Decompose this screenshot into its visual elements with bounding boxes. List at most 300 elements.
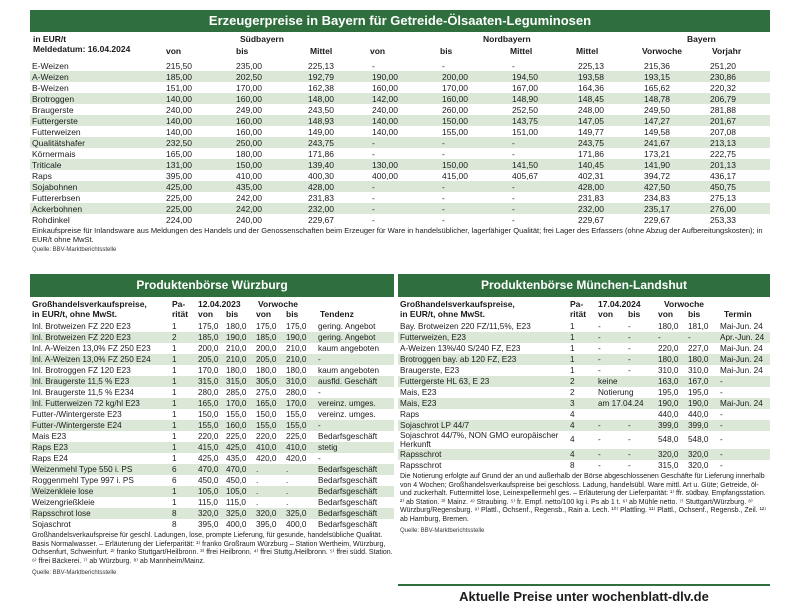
table-row bbox=[30, 398, 394, 409]
row-label: Mais E23 bbox=[32, 431, 67, 441]
table-cell: - bbox=[372, 148, 375, 159]
table-cell: - bbox=[512, 137, 515, 148]
table-cell: 230,86 bbox=[710, 71, 736, 82]
table-cell: 3 bbox=[570, 398, 575, 408]
table-cell: 160,00 bbox=[236, 126, 262, 137]
table-cell: 280,0 bbox=[198, 387, 219, 397]
bis-header: bis bbox=[628, 309, 641, 319]
table-cell: 227,0 bbox=[688, 343, 709, 353]
table-cell: . bbox=[256, 486, 259, 496]
table-row bbox=[30, 354, 394, 365]
table-cell: 185,00 bbox=[166, 71, 192, 82]
table-cell: kaum angeboten bbox=[318, 343, 379, 353]
row-label: Sojaschrot 44/7%, NON GMO europäischer Herkunft bbox=[400, 431, 559, 449]
table-cell: 160,0 bbox=[226, 420, 247, 430]
table-row bbox=[30, 409, 394, 420]
table-cell: 229,67 bbox=[578, 214, 604, 225]
table-cell: - bbox=[720, 435, 723, 444]
termin-header: Termin bbox=[724, 309, 752, 319]
table-cell: 141,50 bbox=[512, 159, 538, 170]
table-row bbox=[398, 354, 770, 365]
table-cell: - bbox=[512, 60, 515, 71]
table-cell: - bbox=[720, 387, 723, 397]
table-cell: 143,75 bbox=[512, 115, 538, 126]
table-cell: 190,0 bbox=[226, 332, 247, 342]
row-label: Inl. Braugerste 11,5 % E23 bbox=[32, 376, 130, 386]
von-header: von bbox=[198, 309, 214, 319]
table-row bbox=[30, 486, 394, 497]
table-row bbox=[398, 420, 770, 431]
table-cell: 315,0 bbox=[198, 376, 219, 386]
table-cell: 232,50 bbox=[166, 137, 192, 148]
table-row bbox=[30, 431, 394, 442]
row-label: Inl. Brotroggen FZ 120 E23 bbox=[32, 365, 131, 375]
row-label: Bay. Brotweizen 220 FZ/11,5%, E23 bbox=[400, 321, 531, 331]
row-label: Braugerste, E23 bbox=[400, 365, 460, 375]
table-cell: - bbox=[372, 214, 375, 225]
table-cell: 470,0 bbox=[198, 464, 219, 474]
row-label: Futterweizen bbox=[32, 126, 81, 137]
table-row bbox=[398, 387, 770, 398]
table-cell: 1 bbox=[172, 321, 177, 331]
table-cell: 310,0 bbox=[658, 365, 679, 375]
top-section bbox=[30, 10, 770, 255]
table-cell: 240,00 bbox=[236, 214, 262, 225]
table-cell: - bbox=[598, 321, 601, 331]
table-cell: 1 bbox=[570, 343, 575, 353]
table-cell: 220,32 bbox=[710, 82, 736, 93]
table-cell: 435,00 bbox=[236, 181, 262, 192]
table-cell: Apr.-Jun. 24 bbox=[720, 332, 765, 342]
table-cell: 160,00 bbox=[236, 115, 262, 126]
table-cell: 276,00 bbox=[710, 203, 736, 214]
top-table bbox=[30, 60, 770, 225]
wuerzburg-source: Quelle: BBV-Marktberichtsstelle bbox=[32, 570, 117, 576]
table-cell: 4 bbox=[570, 420, 575, 430]
row-label: Qualitätshafer bbox=[32, 137, 85, 148]
bis-header: bis bbox=[286, 309, 299, 319]
table-cell: 440,0 bbox=[688, 409, 709, 419]
table-cell: 139,40 bbox=[308, 159, 334, 170]
row-label: Inl. Brotweizen FZ 220 E23 bbox=[32, 321, 131, 331]
table-cell: 155,0 bbox=[198, 420, 219, 430]
table-cell: 420,0 bbox=[286, 453, 307, 463]
table-cell: - bbox=[688, 332, 691, 342]
table-cell: - bbox=[628, 321, 631, 331]
table-cell: . bbox=[256, 497, 259, 507]
table-cell: 185,0 bbox=[256, 332, 277, 342]
table-cell: 147,27 bbox=[644, 115, 670, 126]
table-cell: 251,20 bbox=[710, 60, 736, 71]
table-cell: 181,0 bbox=[688, 321, 709, 331]
paritaet-header: rität bbox=[570, 309, 587, 319]
von-header: von bbox=[658, 309, 674, 319]
table-cell: 400,0 bbox=[286, 519, 307, 529]
table-cell: 231,83 bbox=[308, 192, 334, 203]
table-cell: 195,0 bbox=[688, 387, 709, 397]
table-cell: 225,0 bbox=[226, 431, 247, 441]
table-cell: 167,00 bbox=[512, 82, 538, 93]
table-cell: 232,00 bbox=[308, 203, 334, 214]
table-cell: 140,45 bbox=[578, 159, 604, 170]
table-cell: 151,00 bbox=[512, 126, 538, 137]
table-cell: 215,36 bbox=[644, 60, 670, 71]
bis-header: bis bbox=[688, 309, 701, 319]
table-cell: 232,00 bbox=[578, 203, 604, 214]
table-row bbox=[30, 464, 394, 475]
row-label: Futtergerste bbox=[32, 115, 78, 126]
table-cell: 190,0 bbox=[658, 398, 679, 408]
row-label: Weizenkleie lose bbox=[32, 486, 94, 496]
footer-banner bbox=[398, 584, 770, 608]
table-cell: 405,67 bbox=[512, 170, 538, 181]
table-cell: 310,0 bbox=[286, 376, 307, 386]
row-label: Roggenmehl Type 997 i. PS bbox=[32, 475, 134, 485]
table-cell: 285,0 bbox=[226, 387, 247, 397]
table-cell: 210,0 bbox=[286, 343, 307, 353]
table-cell: 548,0 bbox=[658, 435, 679, 444]
top-note: Einkaufspreise für Inlandsware aus Meldungen des Handels und der Genossenschaften beim Erzeuger für Ware in handelsüblicher, lagerfähiger Qualität; frei Lager des Erfassers (ohne Abzug der Aufbereitungskosten); in EUR/t ohne MwSt. bbox=[32, 226, 763, 244]
muenchen-table bbox=[398, 321, 770, 471]
table-cell: - bbox=[318, 354, 321, 364]
table-cell: stetig bbox=[318, 442, 338, 452]
table-cell: 210,0 bbox=[226, 343, 247, 353]
table-cell: Bedarfsgeschäft bbox=[318, 475, 378, 485]
row-label: Sojabohnen bbox=[32, 181, 78, 192]
table-cell: - bbox=[598, 449, 601, 459]
table-cell: 167,0 bbox=[688, 376, 709, 386]
table-cell: 1 bbox=[172, 387, 177, 397]
table-cell: 229,67 bbox=[644, 214, 670, 225]
table-cell: 1 bbox=[172, 497, 177, 507]
table-cell: 148,78 bbox=[644, 93, 670, 104]
table-cell: - bbox=[372, 181, 375, 192]
row-label: Rapsschrot bbox=[400, 460, 442, 470]
table-cell: - bbox=[598, 365, 601, 375]
table-cell: 243,75 bbox=[308, 137, 334, 148]
table-cell: Mai-Jun. 24 bbox=[720, 354, 763, 364]
row-label: Inl. A-Weizen 13,0% FZ 250 E24 bbox=[32, 354, 151, 364]
row-label: Futtererbsen bbox=[32, 192, 81, 203]
table-row bbox=[398, 376, 770, 387]
table-cell: 249,00 bbox=[236, 104, 262, 115]
table-cell: 428,00 bbox=[578, 181, 604, 192]
table-cell: - bbox=[512, 203, 515, 214]
table-cell: 190,00 bbox=[372, 71, 398, 82]
row-label: Inl. Futterweizen 72 kg/hl E23 bbox=[32, 398, 140, 408]
table-cell: 243,50 bbox=[308, 104, 334, 115]
table-cell: 165,0 bbox=[256, 398, 277, 408]
row-label: A-Weizen 13%/40 S/240 FZ, E23 bbox=[400, 343, 521, 353]
table-cell: 1 bbox=[172, 354, 177, 364]
table-cell: 140,00 bbox=[166, 115, 192, 126]
table-cell: 470,0 bbox=[226, 464, 247, 474]
table-cell: Notierung bbox=[598, 387, 634, 397]
region-nord: Nordbayern bbox=[483, 34, 531, 44]
table-row bbox=[30, 203, 770, 214]
table-cell: - bbox=[720, 449, 723, 459]
table-cell: 165,0 bbox=[198, 398, 219, 408]
table-cell: 170,00 bbox=[236, 82, 262, 93]
table-cell: 150,00 bbox=[442, 115, 468, 126]
table-cell: 210,0 bbox=[226, 354, 247, 364]
table-cell: vereinz. umges. bbox=[318, 409, 376, 419]
table-row bbox=[30, 321, 394, 332]
col-header: Vorjahr bbox=[712, 46, 742, 56]
table-cell: 410,00 bbox=[236, 170, 262, 181]
table-cell: 194,50 bbox=[512, 71, 538, 82]
row-label: Raps E24 bbox=[32, 453, 68, 463]
row-label: Rohdinkel bbox=[32, 214, 70, 225]
table-cell: 305,0 bbox=[256, 376, 277, 386]
table-cell: . bbox=[286, 486, 289, 496]
table-cell: - bbox=[598, 354, 601, 364]
table-cell: 200,0 bbox=[256, 343, 277, 353]
table-cell: 435,0 bbox=[226, 453, 247, 463]
table-cell: 250,00 bbox=[236, 137, 262, 148]
table-cell: - bbox=[628, 365, 631, 375]
table-cell: 115,0 bbox=[198, 497, 218, 507]
table-cell: 160,00 bbox=[442, 93, 468, 104]
table-cell: 320,0 bbox=[658, 449, 679, 459]
table-cell: - bbox=[628, 460, 631, 470]
wuerzburg-title: Produktenbörse Würzburg bbox=[30, 274, 394, 296]
table-cell: 148,00 bbox=[308, 93, 334, 104]
row-label: Rapsschrot bbox=[400, 449, 442, 459]
table-cell: Bedarfsgeschäft bbox=[318, 508, 378, 518]
table-row bbox=[30, 115, 770, 126]
table-cell: - bbox=[512, 192, 515, 203]
table-cell: 425,0 bbox=[226, 442, 247, 452]
col-header: Mittel bbox=[576, 46, 599, 56]
table-cell: vereinz. umges. bbox=[318, 398, 376, 408]
table-cell: 180,0 bbox=[286, 365, 307, 375]
table-cell: 1 bbox=[172, 431, 177, 441]
table-cell: 241,67 bbox=[644, 137, 670, 148]
table-cell: 130,00 bbox=[372, 159, 398, 170]
table-cell: 1 bbox=[172, 420, 177, 430]
region-sued: Südbayern bbox=[240, 34, 284, 44]
table-cell: 201,13 bbox=[710, 159, 736, 170]
top-header bbox=[30, 32, 770, 60]
wuerzburg-section bbox=[30, 274, 394, 578]
muenchen-title: Produktenbörse München-Landshut bbox=[398, 274, 770, 296]
table-cell: - bbox=[512, 148, 515, 159]
table-cell: 1 bbox=[172, 343, 177, 353]
table-cell: - bbox=[318, 420, 321, 430]
table-cell: 325,0 bbox=[226, 508, 247, 518]
table-cell: am 17.04.24 bbox=[598, 398, 644, 408]
table-row bbox=[398, 409, 770, 420]
wuerzburg-table bbox=[30, 321, 394, 530]
table-cell: 190,0 bbox=[688, 398, 709, 408]
table-cell: 1 bbox=[172, 365, 177, 375]
row-label: Futter-/Wintergerste E23 bbox=[32, 409, 122, 419]
table-cell: 105,0 bbox=[226, 486, 247, 496]
table-cell: - bbox=[628, 420, 631, 430]
row-label: Brotroggen bay. ab 120 FZ, E23 bbox=[400, 354, 517, 364]
row-label: E-Weizen bbox=[32, 60, 69, 71]
table-cell: 8 bbox=[570, 460, 575, 470]
col-header: bis bbox=[236, 46, 249, 56]
row-label: A-Weizen bbox=[32, 71, 69, 82]
table-cell: 248,00 bbox=[578, 104, 604, 115]
table-cell: 131,00 bbox=[166, 159, 192, 170]
table-cell: 162,38 bbox=[308, 82, 334, 93]
table-cell: 155,0 bbox=[286, 409, 307, 419]
table-cell: 140,00 bbox=[166, 126, 192, 137]
table-row bbox=[30, 104, 770, 115]
table-cell: 6 bbox=[172, 475, 177, 485]
table-cell: 235,00 bbox=[236, 60, 262, 71]
desc-header: Großhandelsverkaufspreise, bbox=[400, 299, 515, 309]
table-cell: - bbox=[628, 343, 631, 353]
table-cell: 275,13 bbox=[710, 192, 736, 203]
table-cell: 4 bbox=[570, 435, 575, 444]
top-title: Erzeugerpreise in Bayern für Getreide-Ölsaaten-Leguminosen bbox=[30, 10, 770, 32]
row-label: Inl. Braugerste 11,5 % E234 bbox=[32, 387, 134, 397]
table-cell: 450,0 bbox=[198, 475, 219, 485]
table-cell: 1 bbox=[172, 453, 177, 463]
table-cell: 205,0 bbox=[256, 354, 277, 364]
table-cell: 400,30 bbox=[308, 170, 334, 181]
table-row bbox=[30, 192, 770, 203]
table-row bbox=[30, 82, 770, 93]
table-cell: 180,00 bbox=[236, 148, 262, 159]
table-row bbox=[398, 343, 770, 354]
table-cell: 160,00 bbox=[372, 82, 398, 93]
row-label: Futterweizen, E23 bbox=[400, 332, 466, 342]
footer-link[interactable]: Aktuelle Preise unter wochenblatt-dlv.de bbox=[459, 589, 709, 604]
row-label: Triticale bbox=[32, 159, 62, 170]
table-cell: 275,0 bbox=[256, 387, 277, 397]
table-cell: - bbox=[442, 203, 445, 214]
table-cell: - bbox=[628, 435, 631, 444]
table-cell: 140,00 bbox=[166, 93, 192, 104]
date-header: 17.04.2024 bbox=[598, 299, 641, 309]
table-cell: 1 bbox=[570, 321, 575, 331]
table-cell: 140,00 bbox=[372, 126, 398, 137]
col-header: von bbox=[166, 46, 182, 56]
table-cell: - bbox=[512, 181, 515, 192]
table-cell: 222,75 bbox=[710, 148, 736, 159]
table-cell: 400,0 bbox=[226, 519, 247, 529]
table-cell: 320,0 bbox=[688, 460, 709, 470]
row-label: Ackerbohnen bbox=[32, 203, 83, 214]
table-cell: 115,0 bbox=[226, 497, 246, 507]
table-cell: 150,0 bbox=[256, 409, 277, 419]
table-cell: 425,0 bbox=[198, 453, 219, 463]
table-cell: 195,0 bbox=[658, 387, 679, 397]
table-cell: 225,00 bbox=[166, 192, 192, 203]
table-cell: 170,0 bbox=[226, 398, 247, 408]
table-cell: 202,50 bbox=[236, 71, 262, 82]
table-cell: ausfld. Geschäft bbox=[318, 376, 378, 386]
table-cell: - bbox=[598, 343, 601, 353]
table-cell: 315,0 bbox=[226, 376, 247, 386]
table-cell: Mai-Jun. 24 bbox=[720, 365, 763, 375]
table-cell: 2 bbox=[570, 387, 575, 397]
table-row bbox=[30, 387, 394, 398]
table-cell: 1 bbox=[172, 376, 177, 386]
table-cell: 180,0 bbox=[658, 354, 679, 364]
table-cell: 200,00 bbox=[442, 71, 468, 82]
table-row bbox=[30, 170, 770, 181]
table-cell: - bbox=[658, 332, 661, 342]
muenchen-source: Quelle: BBV-Marktberichtsstelle bbox=[400, 528, 485, 534]
table-cell: 253,33 bbox=[710, 214, 736, 225]
table-cell: 165,62 bbox=[644, 82, 670, 93]
table-cell bbox=[626, 376, 656, 387]
table-cell: - bbox=[442, 214, 445, 225]
date-label: Meldedatum: 16.04.2024 bbox=[33, 44, 131, 54]
table-cell: 220,0 bbox=[256, 431, 277, 441]
table-cell: 440,0 bbox=[658, 409, 679, 419]
table-cell: 149,00 bbox=[308, 126, 334, 137]
table-row bbox=[30, 442, 394, 453]
paritaet-header: Pa- bbox=[172, 299, 186, 309]
table-cell: 394,72 bbox=[644, 170, 670, 181]
table-cell: Bedarfsgeschäft bbox=[318, 431, 378, 441]
table-cell: 450,75 bbox=[710, 181, 736, 192]
row-label: Mais, E23 bbox=[400, 398, 437, 408]
table-cell: 415,0 bbox=[198, 442, 219, 452]
table-row bbox=[398, 332, 770, 343]
table-cell bbox=[596, 409, 626, 420]
table-cell: gering. Angebot bbox=[318, 332, 376, 342]
table-cell: - bbox=[442, 181, 445, 192]
table-cell: . bbox=[256, 475, 259, 485]
table-cell: 185,0 bbox=[198, 332, 219, 342]
desc-header: in EUR/t, ohne MwSt. bbox=[400, 309, 485, 319]
table-cell: 1 bbox=[172, 409, 177, 419]
table-cell: 320,0 bbox=[198, 508, 219, 518]
row-label: Sojaschrot bbox=[32, 519, 71, 529]
table-cell: 173,21 bbox=[644, 148, 670, 159]
row-label: Mais, E23 bbox=[400, 387, 437, 397]
table-cell: 175,0 bbox=[198, 321, 219, 331]
table-cell: Bedarfsgeschäft bbox=[318, 519, 378, 529]
table-cell: - bbox=[442, 192, 445, 203]
table-cell: 242,00 bbox=[236, 192, 262, 203]
row-label: Inl. Brotweizen FZ 220 E23 bbox=[32, 332, 131, 342]
table-cell: - bbox=[442, 60, 445, 71]
table-cell: 395,0 bbox=[198, 519, 219, 529]
row-label: Futter-/Wintergerste E24 bbox=[32, 420, 122, 430]
table-cell: 2 bbox=[570, 376, 575, 386]
col-header: von bbox=[370, 46, 386, 56]
date-header: 12.04.2023 bbox=[198, 299, 241, 309]
table-cell: - bbox=[628, 354, 631, 364]
table-cell: 180,0 bbox=[688, 354, 709, 364]
col-header: bis bbox=[440, 46, 453, 56]
table-cell: 148,90 bbox=[512, 93, 538, 104]
table-cell: 155,0 bbox=[256, 420, 277, 430]
table-row bbox=[30, 181, 770, 192]
table-cell: 280,0 bbox=[286, 387, 307, 397]
table-cell: Bedarfsgeschäft bbox=[318, 497, 378, 507]
table-cell: . bbox=[256, 464, 259, 474]
table-cell: 1 bbox=[570, 365, 575, 375]
table-cell: 150,00 bbox=[442, 159, 468, 170]
table-cell: 240,00 bbox=[372, 104, 398, 115]
table-row bbox=[398, 431, 770, 449]
table-cell: 420,0 bbox=[256, 453, 277, 463]
table-row bbox=[30, 214, 770, 225]
table-cell: 175,0 bbox=[256, 321, 277, 331]
table-cell: 229,67 bbox=[308, 214, 334, 225]
table-cell: 320,0 bbox=[256, 508, 277, 518]
